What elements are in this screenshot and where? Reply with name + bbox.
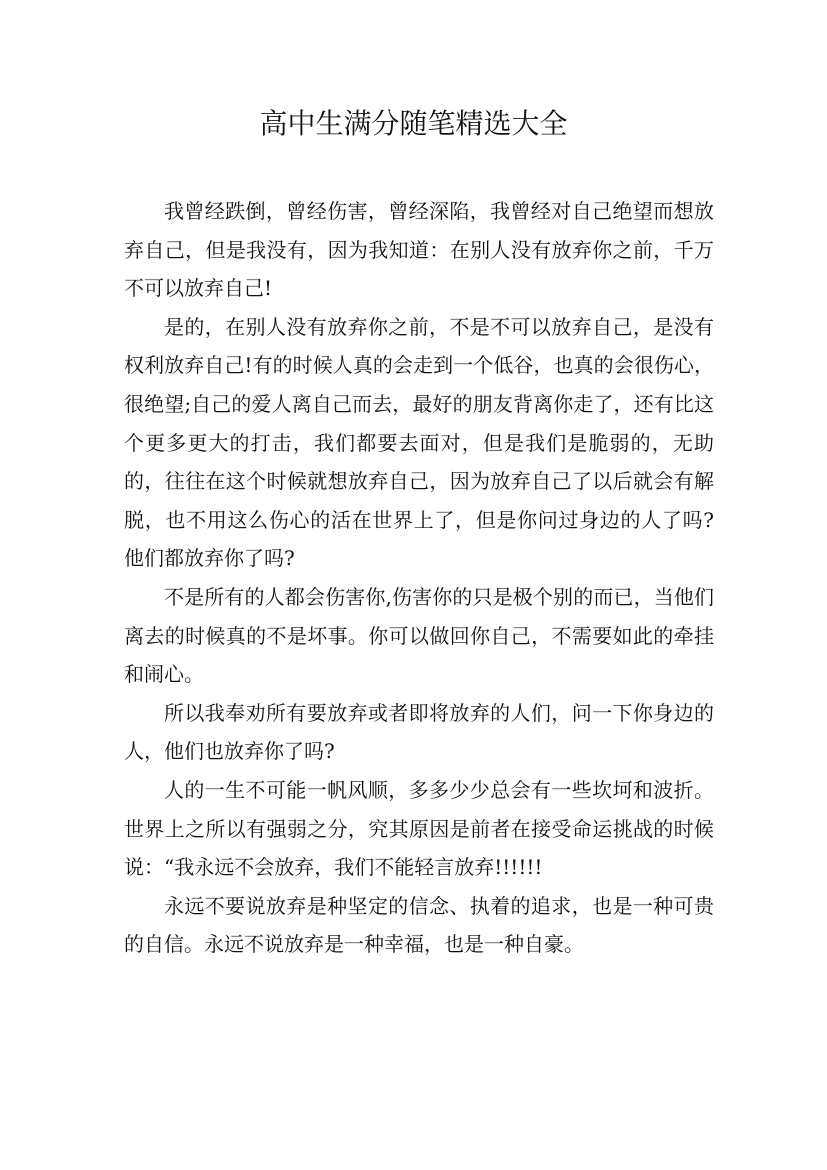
paragraph-2: 是的，在别人没有放弃你之前，不是不可以放弃自己，是没有权利放弃自己!有的时候人真的会走到一个低谷，也真的会很伤心，很绝望;自己的爱人离自己而去，最好的朋友背离你走了，还有比这个更多更大的打击，我们都要去面对，但是我们是脆弱的，无助的，往往在这个时候就想放弃自己，因为放弃自己了以后就会有解脱，也不用这么伤心的活在世界上了，但是你问过身边的人了吗?他们都放弃你了吗? <box>124 314 714 571</box>
paragraph-5: 人的一生不可能一帆风顺，多多少少总会有一些坎坷和波折。世界上之所以有强弱之分，究其原因是前者在接受命运挑战的时候说：“我永远不会放弃，我们不能轻言放弃!!!!!! <box>124 777 714 880</box>
paragraph-3: 不是所有的人都会伤害你,伤害你的只是极个别的而已，当他们离去的时候真的不是坏事。你可以做回你自己，不需要如此的牵挂和闹心。 <box>124 584 714 687</box>
paragraph-6: 永远不要说放弃是种坚定的信念、执着的追求，也是一种可贵的自信。永远不说放弃是一种幸福，也是一种自豪。 <box>124 893 714 957</box>
paragraph-1: 我曾经跌倒，曾经伤害，曾经深陷，我曾经对自己绝望而想放弃自己，但是我没有，因为我知道：在别人没有放弃你之前，千万不可以放弃自己! <box>124 199 714 301</box>
document-title: 高中生满分随笔精选大全 <box>259 107 568 140</box>
document-body <box>124 192 714 964</box>
paragraph-4: 所以我奉劝所有要放弃或者即将放弃的人们，问一下你身边的人，他们也放弃你了吗? <box>124 700 714 764</box>
